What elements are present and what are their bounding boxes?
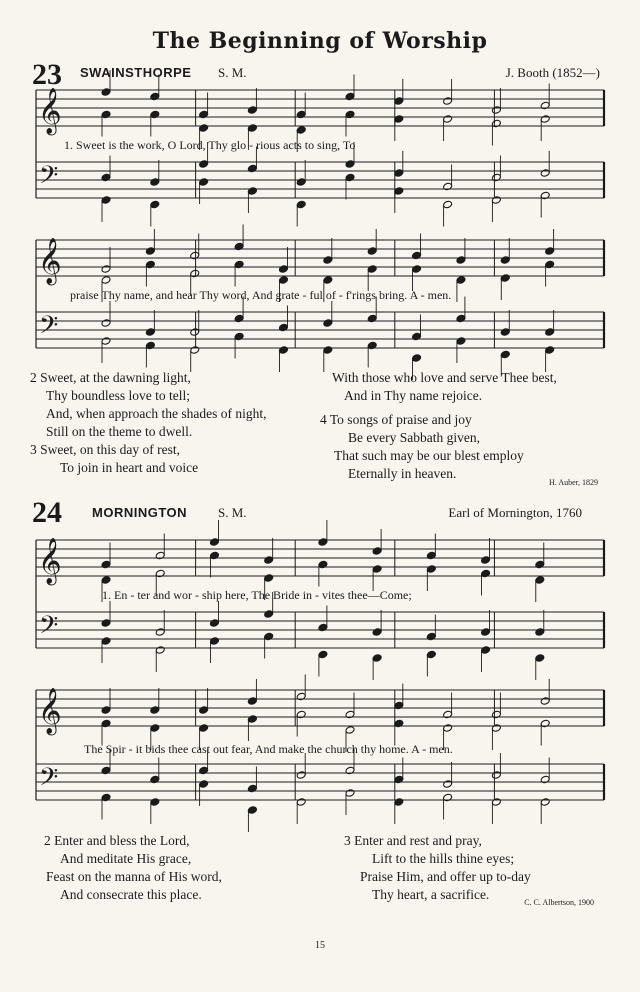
verse-line: Thy boundless love to tell; [46,388,190,403]
note-head [296,126,306,135]
note-head [481,646,491,655]
note-head [456,314,466,323]
note-head [535,576,545,585]
note-head [247,715,257,724]
note-head [145,341,155,350]
note-head [443,115,453,124]
lyric-line: 1. En - ter and wor - ship here, The Bride in - vites thee—Come; [102,588,412,602]
note-head [345,789,355,798]
note-head [372,628,382,637]
note-head [101,576,111,585]
verse-line: With those who love and serve Thee best, [332,370,557,385]
note-head [296,110,306,119]
verse-line: 2 Sweet, at the dawning light, [30,370,191,385]
meter: S. M. [218,65,247,80]
tune-name: MORNINGTON [92,505,188,520]
note-head [345,766,355,775]
note-head [426,551,436,560]
clef-glyph: 𝄢 [39,611,59,646]
note-head [264,556,274,565]
note-head [264,574,274,583]
note-head [443,97,453,106]
note-head [190,328,200,337]
note-head [278,276,288,285]
note-head [101,793,111,802]
lyric-line: The Spir - it bids thee cast out fear, And make the church thy home. A - men. [84,742,453,756]
note-head [394,775,404,784]
note-head [443,182,453,191]
note-head [323,346,333,355]
note-head [545,346,555,355]
note-head [296,798,306,807]
composer: J. Booth (1852—) [505,65,600,80]
note-head [372,654,382,663]
clef-glyph: 𝄞 [38,688,62,734]
note-head [443,200,453,209]
verse-line: Be every Sabbath given, [348,430,480,445]
note-head [209,637,219,646]
note-head [155,551,165,560]
note-head [372,565,382,574]
note-head [155,646,165,655]
note-head [540,775,550,784]
note-head [101,196,111,205]
note-head [540,719,550,728]
note-head [394,97,404,106]
note-head [199,724,209,733]
note-head [345,92,355,101]
note-head [545,247,555,256]
verse-line: And consecrate this place. [60,887,202,902]
note-head [491,173,501,182]
note-head [481,556,491,565]
note-head [500,350,510,359]
note-head [535,560,545,569]
note-head [443,780,453,789]
note-head [234,314,244,323]
note-head [101,619,111,628]
note-head [296,692,306,701]
note-head [209,619,219,628]
note-head [491,196,501,205]
note-head [318,538,328,547]
note-head [345,110,355,119]
note-head [412,354,422,363]
note-head [101,560,111,569]
note-head [150,706,160,715]
note-head [540,798,550,807]
note-head [264,610,274,619]
author-credit: H. Auber, 1829 [548,478,598,487]
note-head [155,628,165,637]
note-head [247,187,257,196]
verse-line: Praise Him, and offer up to-day [360,869,531,884]
tune-name: SWAINSTHORPE [80,65,192,80]
clef-glyph: 𝄞 [38,88,62,134]
note-head [345,726,355,735]
note-head [101,719,111,728]
note-head [545,260,555,269]
note-head [247,784,257,793]
verse-line: 3 Enter and rest and pray, [344,833,482,848]
note-head [318,560,328,569]
note-head [150,110,160,119]
note-head [367,265,377,274]
note-head [456,337,466,346]
note-head [367,247,377,256]
clef-glyph: 𝄞 [38,238,62,284]
note-head [367,341,377,350]
note-head [426,650,436,659]
note-head [491,771,501,780]
note-head [101,766,111,775]
note-head [150,798,160,807]
verse-line: Still on the theme to dwell. [46,424,193,439]
note-head [540,697,550,706]
note-head [345,160,355,169]
note-head [296,710,306,719]
note-head [367,314,377,323]
clef-glyph: 𝄢 [39,161,59,196]
verse-line: Feast on the manna of His word, [46,869,222,884]
note-head [190,346,200,355]
note-head [150,178,160,187]
note-head [101,706,111,715]
note-head [394,187,404,196]
note-head [234,332,244,341]
note-head [101,173,111,182]
note-head [296,200,306,209]
note-head [394,115,404,124]
note-head [150,724,160,733]
page-number: 15 [315,940,325,951]
note-head [145,247,155,256]
note-head [323,256,333,265]
note-head [443,793,453,802]
section-title: The Beginning of Worship [152,28,488,54]
verse-line: To join in heart and voice [60,460,199,475]
verse-line: And, when approach the shades of night, [46,406,267,421]
note-head [101,337,111,346]
note-head [101,88,111,97]
note-head [296,178,306,187]
note-head [491,798,501,807]
clef-glyph: 𝄢 [39,763,59,798]
note-head [323,276,333,285]
note-head [209,551,219,560]
note-head [412,265,422,274]
note-head [345,173,355,182]
verse-line: 4 To songs of praise and joy [320,412,472,427]
note-head [481,628,491,637]
note-head [412,251,422,260]
lyric-line: praise Thy name, and hear Thy word, And grate - ful of - f'rings bring. A - men. [70,288,452,302]
note-head [199,178,209,187]
verse-line: 2 Enter and bless the Lord, [44,833,190,848]
note-head [190,251,200,260]
clef-glyph: 𝄢 [39,311,59,346]
verse-line: That such may be our blest employ [334,448,524,463]
verse-line: Lift to the hills thine eyes; [372,851,515,866]
note-head [101,637,111,646]
note-head [150,92,160,101]
note-head [199,160,209,169]
note-head [323,319,333,328]
note-head [150,775,160,784]
note-head [443,710,453,719]
note-head [101,276,111,285]
note-head [101,265,111,274]
note-head [345,710,355,719]
lyric-line: 1. Sweet is the work, O Lord, Thy glo - rious acts to sing, To [64,138,356,152]
verse-line: Eternally in heaven. [348,466,457,481]
note-head [535,628,545,637]
note-head [491,710,501,719]
note-head [394,719,404,728]
note-head [500,274,510,283]
note-head [426,565,436,574]
note-head [491,724,501,733]
note-head [535,654,545,663]
note-head [145,328,155,337]
hymn-number: 24 [32,496,62,529]
note-head [247,124,257,133]
note-head [190,269,200,278]
note-head [545,328,555,337]
note-head [456,256,466,265]
note-head [247,806,257,815]
note-head [247,106,257,115]
note-head [540,191,550,200]
verse-line: And meditate His grace, [60,851,192,866]
meter: S. M. [218,505,247,520]
note-head [540,101,550,110]
note-head [426,632,436,641]
note-head [234,242,244,251]
note-head [199,706,209,715]
note-head [199,780,209,789]
note-head [209,538,219,547]
note-head [155,569,165,578]
note-head [247,164,257,173]
note-head [372,547,382,556]
note-head [443,724,453,733]
note-head [500,328,510,337]
note-head [394,798,404,807]
note-head [101,110,111,119]
note-head [481,569,491,578]
note-head [318,650,328,659]
verse-line: And in Thy name rejoice. [344,388,483,403]
note-head [278,346,288,355]
note-head [540,115,550,124]
note-head [264,632,274,641]
note-head [491,106,501,115]
note-head [278,265,288,274]
verse-line: Thy heart, a sacrifice. [372,887,490,902]
note-head [145,260,155,269]
note-head [394,169,404,178]
note-head [500,256,510,265]
note-head [199,766,209,775]
note-head [412,332,422,341]
note-head [278,323,288,332]
note-head [491,119,501,128]
note-head [234,260,244,269]
hymn-number: 23 [32,58,62,91]
note-head [101,319,111,328]
note-head [199,124,209,133]
note-head [456,276,466,285]
author-credit: C. C. Albertson, 1900 [524,898,594,907]
composer: Earl of Mornington, 1760 [448,505,582,520]
note-head [296,771,306,780]
verse-line: 3 Sweet, on this day of rest, [30,442,180,457]
note-head [318,623,328,632]
clef-glyph: 𝄞 [38,538,62,584]
note-head [540,169,550,178]
note-head [150,200,160,209]
note-head [394,701,404,710]
note-head [199,110,209,119]
note-head [247,697,257,706]
